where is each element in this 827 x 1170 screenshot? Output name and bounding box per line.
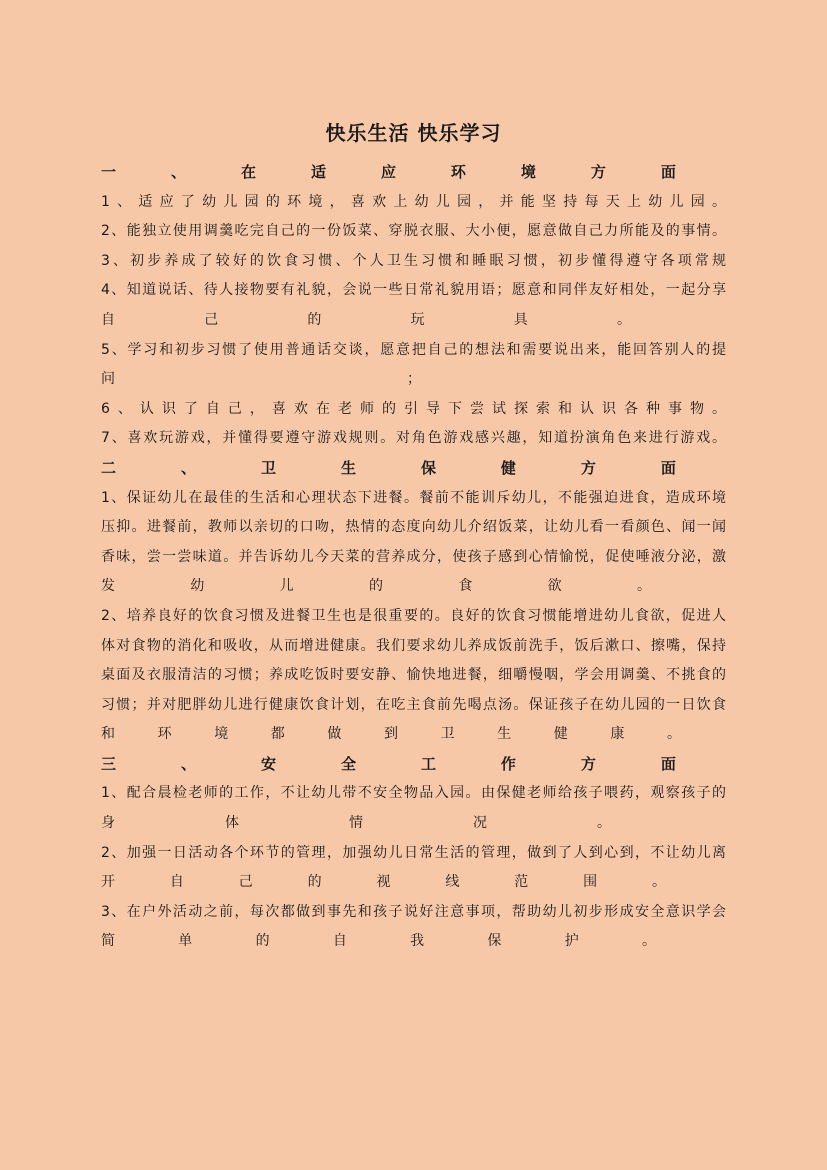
spread-char: 环 [157,726,172,743]
paragraph-line: 压抑。进餐前，教师以亲切的口吻，热情的态度向幼儿介绍饭菜，让幼儿看一看颜色、闻一闻 [101,519,726,536]
spread-char: 康 [610,726,625,743]
spread-char: 方 [590,163,606,181]
spread-char: 。 [641,933,656,950]
spread-char: 、 [180,754,196,773]
spread-char: 全 [340,754,356,773]
paragraph-line: 2、加强一日活动各个环节的管理，加强幼儿日常生活的管理，做到了人到心到，不让幼儿离 [101,844,726,861]
spread-char: 和 [101,726,115,743]
spread-char: 简 [101,933,115,950]
spread-char: 卫 [260,458,276,477]
spread-char: 方 [580,754,596,773]
paragraph-line-spread [101,306,726,336]
document-page [101,118,726,957]
spread-char: 在 [240,163,256,181]
spread-char: 面 [660,754,676,773]
paragraph-line: 习惯；并对肥胖幼儿进行健康饮食计划，在吃主食前先喝点汤。保证孩子在幼儿园的一日饮食 [101,696,726,713]
spread-char: 适 [310,163,326,181]
spread-char: 身 [101,815,115,832]
spread-char: 做 [327,726,342,743]
spread-char: 。 [636,578,651,595]
spread-char: 面 [660,458,676,477]
spread-char: 到 [383,726,398,743]
paragraph-line: 4、知道说话、待人接物要有礼貌，会说一些日常礼貌用语；愿意和同伴友好相处，一起分享 [101,282,726,299]
spread-char: 方 [580,458,596,477]
paragraph-line: 5、学习和初步习惯了使用普通话交谈，愿意把自己的想法和需要说出来，能回答别人的提 [101,341,726,358]
paragraph-line: 6、认识了自己，喜欢在老师的引导下尝试探索和认识各种事物。 [101,400,726,417]
spread-char: 自 [332,933,347,950]
spread-char: 幼 [190,578,205,595]
spread-char: 健 [553,726,568,743]
spread-char: 体 [225,815,239,832]
paragraph-line-spread [101,365,726,395]
paragraph-line: 香味，尝一尝味道。并告诉幼儿今天菜的营养成分，使孩子感到心情愉悦，促使唾液分泌，激 [101,548,726,565]
spread-char: 面 [660,163,676,181]
spread-char: 的 [368,578,383,595]
paragraph-line: 2、培养良好的饮食习惯及进餐卫生也是很重要的。良好的饮食习惯能增进幼儿食欲，促进人 [101,607,726,624]
spread-char: 己 [238,874,253,891]
paragraph-line: 1、保证幼儿在最佳的生活和心理状态下进餐。餐前不能训斥幼儿，不能强迫进食，造成环境 [101,489,726,506]
spread-char: 护 [564,933,579,950]
spread-char: 安 [260,754,276,773]
spread-char: 、 [180,458,196,477]
spread-char: 范 [514,874,529,891]
spread-char: 一 [101,163,117,181]
section-heading-2 [101,454,726,484]
paragraph-line: 桌面及衣服清洁的习惯；养成吃饭时要安静、愉快地进餐，细嚼慢咽，学会用调羹、不挑食的 [101,667,726,684]
spread-char: 单 [178,933,193,950]
paragraph-line: 7、喜欢玩游戏，并懂得要遵守游戏规则。对角色游戏感兴趣，知道扮演角色来进行游戏。 [101,430,726,447]
spread-char: 的 [255,933,270,950]
spread-char: 开 [101,874,115,891]
paragraph-line-spread [101,572,726,602]
spread-char: 。 [666,726,681,743]
spread-char: 情 [349,815,363,832]
spread-char: 工 [420,754,436,773]
spread-char: 儿 [279,578,294,595]
spread-char: 发 [101,578,115,595]
document-title: 快乐生活 快乐学习 [325,121,502,145]
paragraph-line-spread [101,809,726,839]
paragraph-line: 1、适应了幼儿园的环境，喜欢上幼儿园，并能坚持每天上幼儿园。 [101,193,726,210]
spread-char: 线 [445,874,460,891]
spread-char: 的 [307,874,322,891]
spread-char: 自 [169,874,184,891]
spread-char: 二 [101,458,117,477]
spread-char: 生 [497,726,512,743]
spread-char: 境 [214,726,229,743]
spread-char: 况 [473,815,487,832]
spread-char: 玩 [410,311,425,328]
spread-char: 具 [513,311,528,328]
spread-char: 都 [270,726,285,743]
spread-char: 己 [204,311,219,328]
spread-char: 应 [380,163,396,181]
spread-char: 保 [487,933,502,950]
spread-char: 。 [652,874,666,891]
spread-char: 。 [616,311,631,328]
spread-char: 自 [101,311,115,328]
spread-char: 卫 [440,726,455,743]
spread-char: ； [407,371,421,388]
spread-char: 、 [170,163,186,181]
section-heading-3 [101,750,726,780]
spread-char: 健 [500,458,516,477]
spread-char: 食 [458,578,473,595]
paragraph-line: 3、在户外活动之前，每次都做到事先和孩子说好注意事项，帮助幼儿初步形成安全意识学会 [101,903,726,920]
spread-char: 生 [340,458,356,477]
paragraph-line: 体对食物的消化和吸收，从而增进健康。我们要求幼儿养成饭前洗手，饭后漱口、擦嘴，保持 [101,637,726,654]
paragraph-line-spread [101,927,726,957]
spread-char: 作 [500,754,516,773]
spread-char: 保 [420,458,436,477]
spread-char: 围 [583,874,598,891]
spread-char: 我 [410,933,425,950]
spread-char: 环 [450,163,466,181]
paragraph-line: 2、能独立使用调羹吃完自己的一份饭菜、穿脱衣服、大小便，愿意做自己力所能及的事情。 [101,223,726,240]
spread-char: 。 [597,815,611,832]
spread-char: 境 [520,163,536,181]
spread-char: 三 [101,754,117,773]
section-heading-1 [101,158,726,188]
spread-char: 欲 [547,578,562,595]
paragraph-line-spread [101,868,726,898]
spread-char: 视 [376,874,391,891]
paragraph-line-spread [101,720,726,750]
spread-char: 问 [101,371,115,388]
paragraph-line: 3、初步养成了较好的饮食习惯、个人卫生习惯和睡眠习惯，初步懂得遵守各项常规 [101,252,726,269]
spread-char: 的 [307,311,322,328]
paragraph-line: 1、配合晨检老师的工作，不让幼儿带不安全物品入园。由保健老师给孩子喂药，观察孩子的 [101,785,726,802]
